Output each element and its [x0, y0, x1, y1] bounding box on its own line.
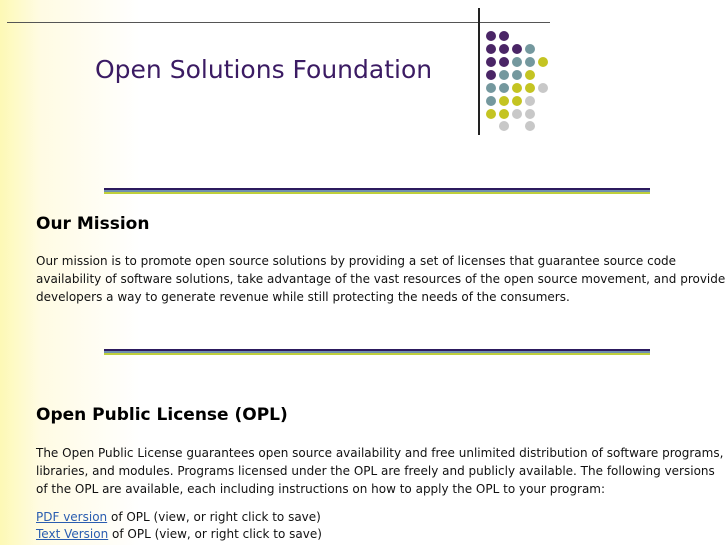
logo-dot	[525, 44, 535, 54]
section-divider	[104, 349, 650, 355]
opl-heading: Open Public License (OPL)	[36, 405, 288, 425]
logo-dot	[499, 57, 509, 67]
logo-dot	[512, 70, 522, 80]
header-top-rule	[7, 22, 550, 23]
logo-dot	[525, 121, 535, 131]
logo-dot	[525, 83, 535, 93]
pdf-version-suffix: of OPL (view, or right click to save)	[107, 510, 321, 524]
logo-dot	[538, 57, 548, 67]
logo-dot	[499, 44, 509, 54]
logo-dot	[486, 70, 496, 80]
text-version-link[interactable]: Text Version	[36, 527, 109, 541]
mission-heading: Our Mission	[36, 214, 150, 234]
logo-dot	[538, 83, 548, 93]
logo-dot	[525, 109, 535, 119]
logo-dot	[486, 44, 496, 54]
logo-dot	[499, 70, 509, 80]
logo-dot	[499, 121, 509, 131]
logo-dot	[486, 83, 496, 93]
logo-dot	[486, 96, 496, 106]
logo-dot	[499, 96, 509, 106]
section-divider	[104, 188, 650, 194]
logo-dot	[512, 109, 522, 119]
text-version-suffix: of OPL (view, or right click to save)	[108, 527, 322, 541]
logo-dot	[486, 57, 496, 67]
mission-text: Our mission is to promote open source solutions by providing a set of licenses that guarantee source code availability of software solutions, take advantage of the vast resources of the open source movement, and provide developers a way to generate revenue while still protecting the needs of the consumers.	[36, 254, 726, 304]
header-vertical-rule	[478, 8, 480, 135]
logo-dot	[512, 83, 522, 93]
logo-dot	[486, 31, 496, 41]
logo-dot	[512, 44, 522, 54]
logo-dot	[499, 31, 509, 41]
logo-dot	[525, 70, 535, 80]
pdf-version-link[interactable]: PDF version	[36, 510, 108, 524]
logo-dot	[512, 57, 522, 67]
logo-dot	[499, 83, 509, 93]
site-title: Open Solutions Foundation	[95, 55, 433, 84]
pdf-version-line	[36, 509, 321, 526]
logo-dot	[525, 57, 535, 67]
text-version-line	[36, 526, 322, 543]
opl-text: The Open Public License guarantees open source availability and free unlimited distribution of software programs, libraries, and modules. Programs licensed under the OPL are freely and publicly available. The following versions of the OPL are available, each including instructions on how to apply the OPL to your program:	[36, 446, 724, 496]
logo-dot	[512, 96, 522, 106]
logo-dot	[525, 96, 535, 106]
logo-dot	[499, 109, 509, 119]
logo-dot	[486, 109, 496, 119]
